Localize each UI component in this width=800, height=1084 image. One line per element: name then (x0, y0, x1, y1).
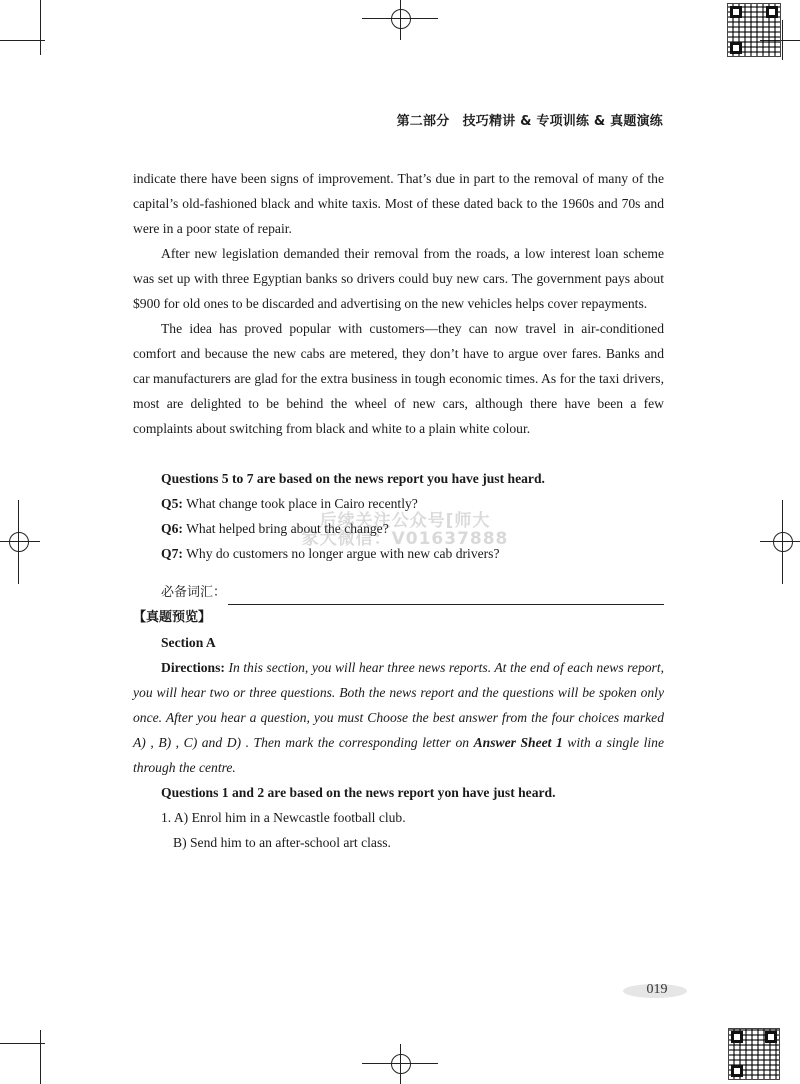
answer-option: B) Send him to an after-school art class. (173, 835, 391, 850)
section-heading: Section A (161, 635, 216, 650)
passage-paragraph: After new legislation demanded their removal from the roads, a low interest loan scheme was set up with three Egyptian banks so drivers could buy new cars. The government pays about $900 for old ones to be discarded and advertising on the new vehicles helps cover repayments. (133, 246, 664, 311)
running-header: 第二部分 技巧精讲 & 专项训练 & 真题演练 (396, 114, 663, 129)
qr-code-icon (728, 1028, 780, 1080)
passage-paragraph: The idea has proved popular with customers—they can now travel in air-conditioned comfort and because the new cabs are metered, they don’t have to argue over fares. Banks and car manufacturers are glad for the extra business in tough economic times. As for the taxi drivers, most are delighted to be behind the wheel of new cars, although there have been a few complaints about switching from black and white to a plain white colour. (133, 321, 664, 436)
question-group (133, 466, 664, 566)
passage-paragraph: indicate there have been signs of improvement. That’s due in part to the removal of many of the capital’s old-fashioned black and white taxis. Most of these dated back to the 1960s and 70s and were in a poor state of repair. (133, 171, 664, 236)
watermark-line: 后续关注公众号[师大 (319, 511, 491, 531)
question-label: Q7: (161, 546, 183, 561)
qr-code-icon (727, 3, 781, 57)
vocab-label: 必备词汇： (161, 585, 227, 600)
page-body (133, 166, 664, 855)
answer-sheet-ref: Answer Sheet 1 (473, 735, 563, 750)
question-label: Q6: (161, 521, 183, 536)
directions-tail: with a single line through the centre. (133, 735, 664, 775)
question-label: Q5: (161, 496, 183, 511)
vocab-blank-line (228, 588, 664, 605)
preview-title: 【真题预览】 (133, 610, 212, 625)
watermark-line: 家大微信：V01637888 (301, 529, 509, 549)
question-item (133, 491, 664, 516)
page-number: 019 (646, 982, 668, 997)
question-heading: Questions 5 to 7 are based on the news report you have just heard. (161, 471, 545, 486)
question-text: Why do customers no longer argue with new cab drivers? (186, 546, 500, 561)
question-heading: Questions 1 and 2 are based on the news report yon have just heard. (161, 785, 556, 800)
question-text: What helped bring about the change? (186, 521, 389, 536)
directions-body: In this section, you will hear three news reports. At the end of each news report, you will hear two or three questions. Both the news report and the questions will be spoken only once. After you hear a question, you must Choose the best answer from the four choices marked A) , B) , C) and D) . Then mark the corresponding letter on (133, 660, 665, 750)
directions (133, 655, 664, 780)
question-text: What change took place in Cairo recently? (186, 496, 418, 511)
answer-option: 1. A) Enrol him in a Newcastle football club. (161, 810, 406, 825)
question-item (133, 516, 664, 541)
vocab-field (133, 580, 664, 605)
question-item (133, 541, 664, 566)
directions-lead: Directions: (161, 660, 225, 675)
